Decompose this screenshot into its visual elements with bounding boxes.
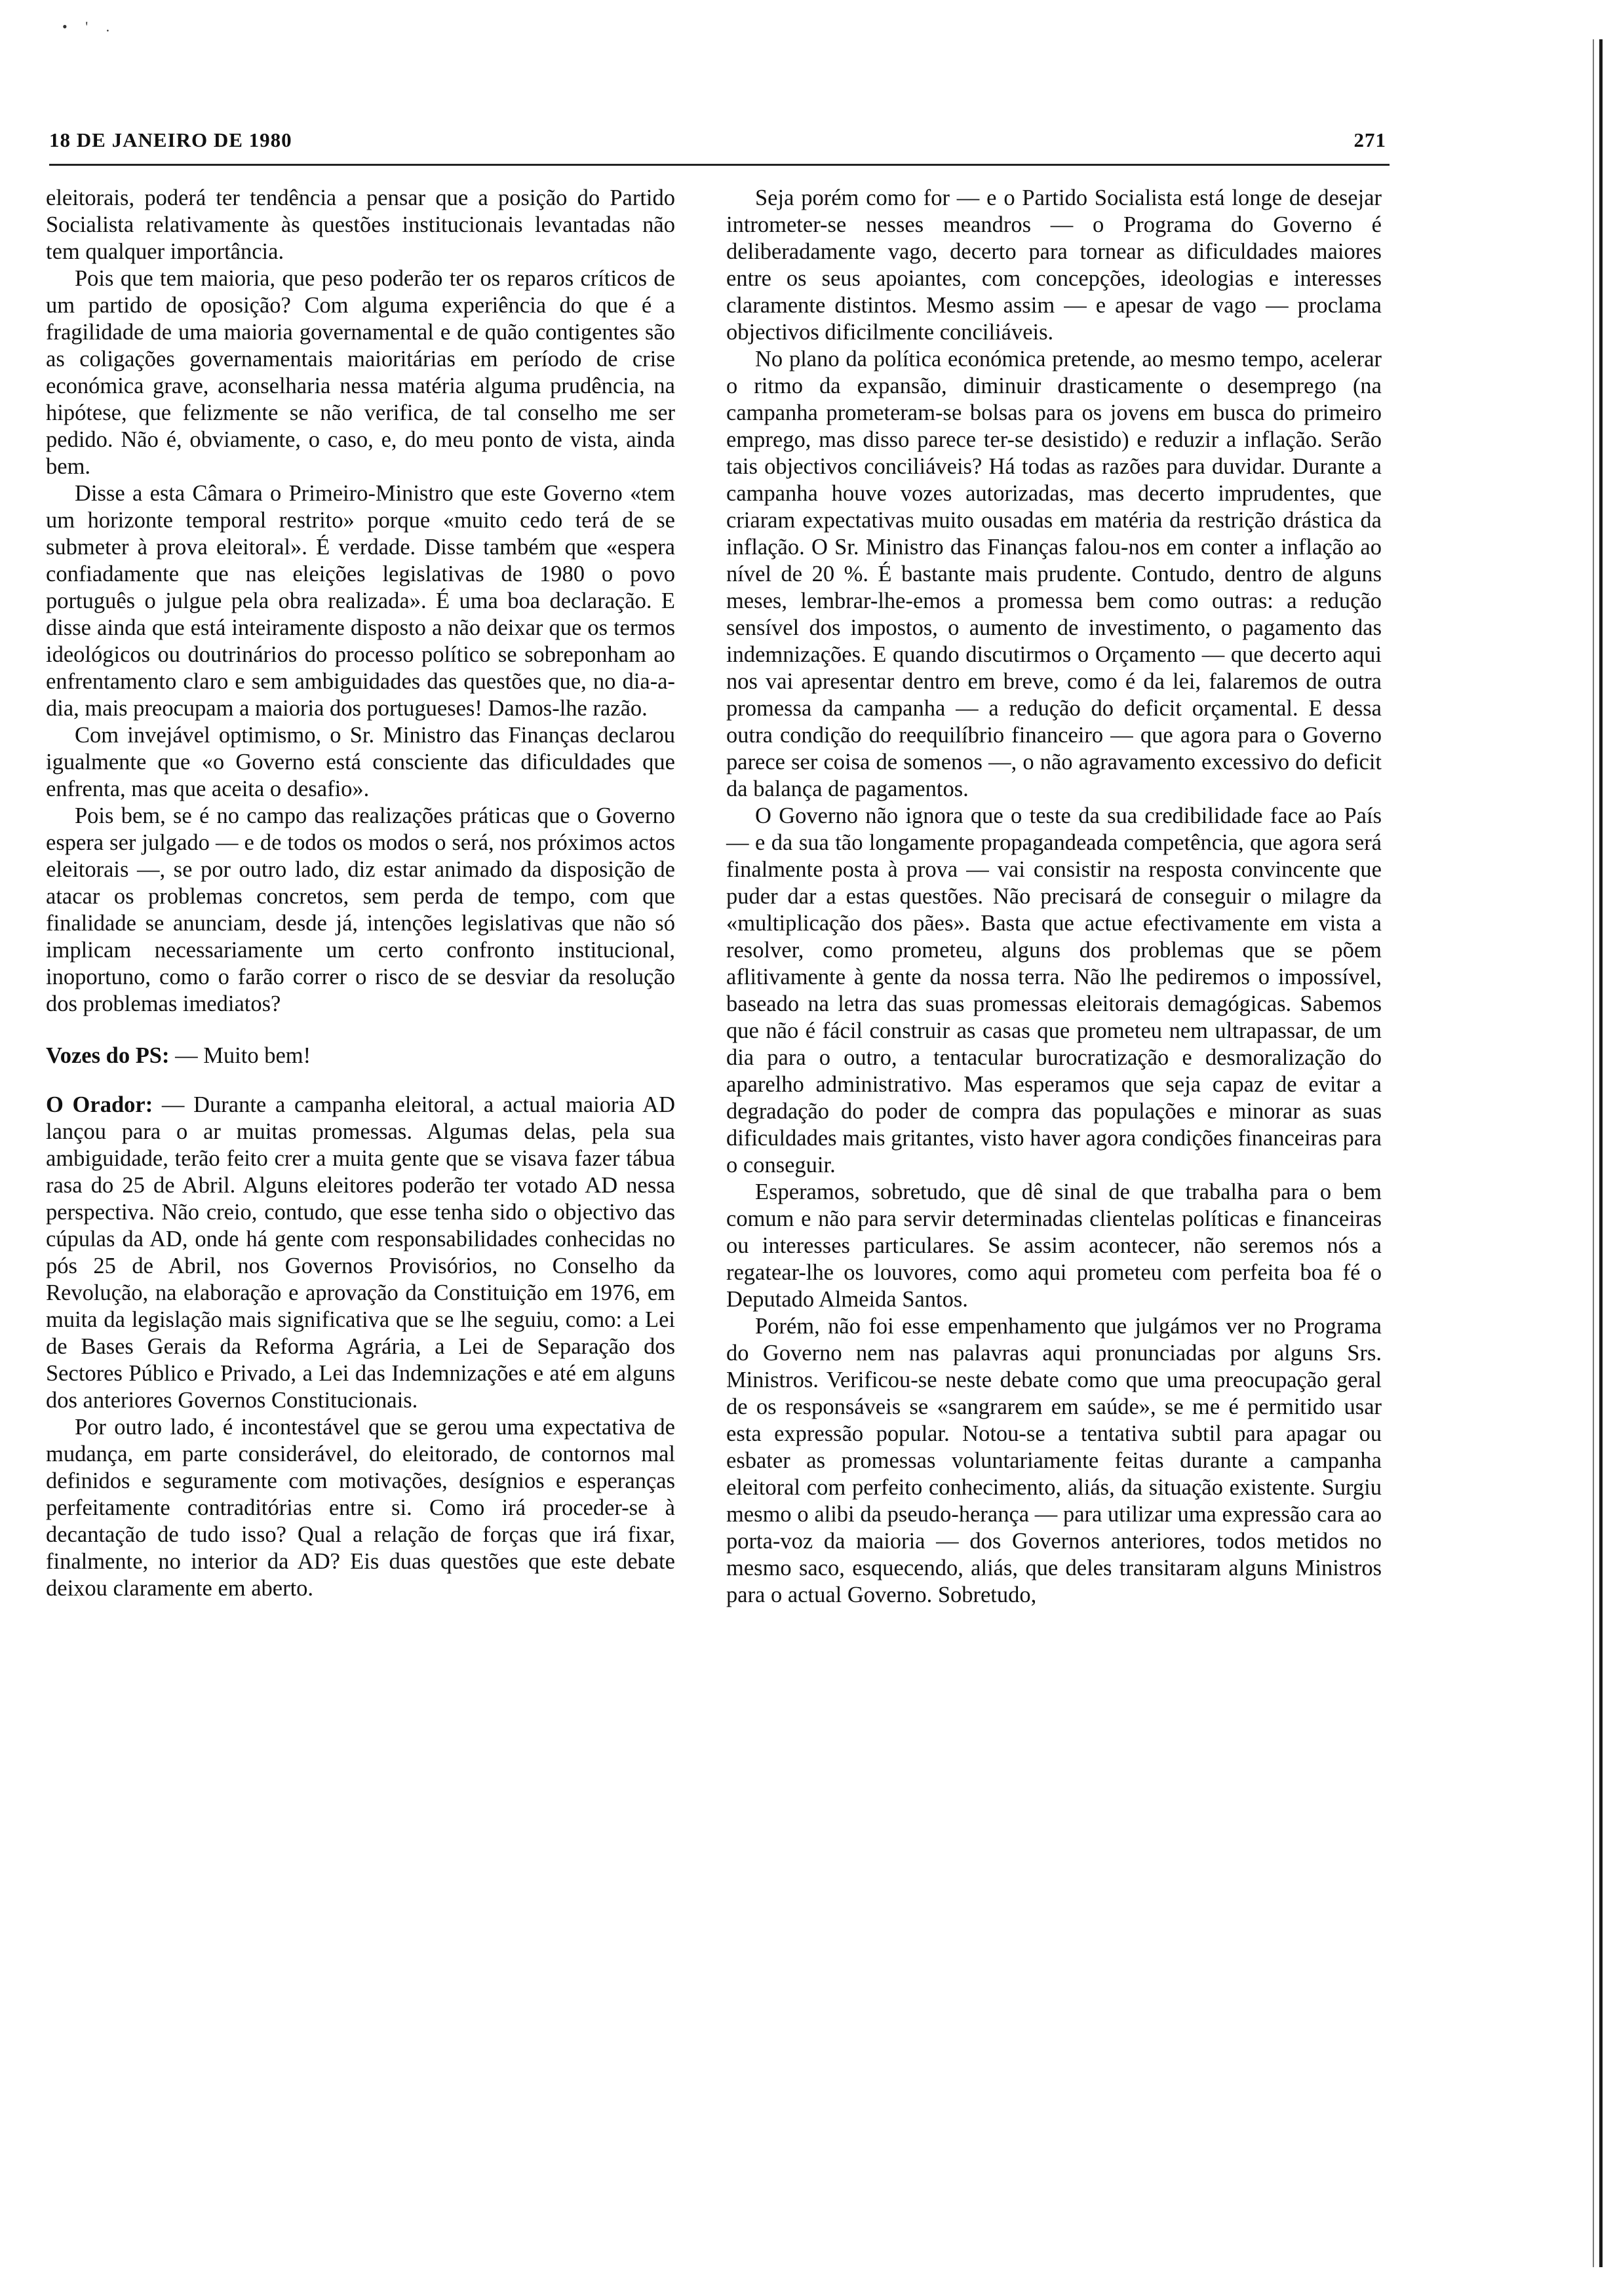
page-header: [49, 128, 1386, 161]
orator-speaker: O Orador:: [46, 1092, 153, 1117]
paragraph: eleitorais, poderá ter tendência a pensar que a posição do Partido Socialista relativamente às questões institucionais levantadas não tem qualquer importância.: [46, 185, 675, 264]
paragraph: No plano da política económica pretende, ao mesmo tempo, acelerar o ritmo da expansão, diminuir drasticamente o desemprego (na campanha prometeram-se bolsas para os jovens em busca do primeiro emprego, mas disso parece ter-se desistido) e reduzir a inflação. Serão tais objectivos conciliáveis? Há todas as razões para duvidar. Durante a campanha houve vozes autorizadas, mas decerto imprudentes, que criaram expectativas muito ousadas em matéria da restrição drástica da inflação. O Sr. Ministro das Finanças falou-nos em conter a inflação ao nível de 20 %. É bastante mais prudente. Contudo, dentro de alguns meses, lembrar-lhe-emos a promessa bem como outras: a redução sensível dos impostos, o aumento de investimento, o pagamento das indemnizações. E quando discutirmos o Orçamento — que decerto aqui nos vai apresentar dentro em breve, como é da lei, falaremos de outra promessa da campanha — a redução do deficit orçamental. E dessa outra condição do reequilíbrio financeiro — que agora para o Governo parece ser coisa de somenos —, o não agravamento excessivo do deficit da balança de pagamentos.: [726, 347, 1382, 801]
right-column: [726, 185, 1382, 1609]
orator-text: — Durante a campanha eleitoral, a actual maioria AD lançou para o ar muitas promessas. Algumas delas, pela sua ambiguidade, terão feito crer a muita gente que se visava fazer tábua rasa do 25 de Abril. Alguns eleitores poderão ter votado AD nessa perspectiva. Não creio, contudo, que esse tenha sido o objectivo das cúpulas da AD, onde há gente com responsabilidades conhecidas no pós 25 de Abril, nos Governos Provisórios, no Conselho da Revolução, na elaboração e aprovação da Constituição em 1976, em muita da legislação mais significativa que se lhe seguiu, como: a Lei de Bases Gerais da Reforma Agrária, a Lei de Separação dos Sectores Público e Privado, a Lei das Indemnizações e até em alguns dos anteriores Governos Constitucionais.: [46, 1092, 675, 1413]
paragraph: Com invejável optimismo, o Sr. Ministro das Finanças declarou igualmente que «o Governo está consciente das dificuldades que enfrenta, mas que aceita o desafio».: [46, 723, 675, 801]
paragraph: Seja porém como for — e o Partido Socialista está longe de desejar intrometer-se nesses meandros — o Programa do Governo é deliberadamente vago, decerto para tornear as dificuldades maiores entre os seus apoiantes, com concepções, ideologias e interesses claramente distintos. Mesmo assim — e apesar de vago — proclama objectivos dificilmente conciliáveis.: [726, 185, 1382, 345]
scan-edge-bar: [1599, 39, 1603, 2267]
scan-edge-line: [1593, 39, 1594, 2267]
paragraph: Porém, não foi esse empenhamento que julgámos ver no Programa do Governo nem nas palavras aqui pronunciadas por alguns Srs. Ministros. Verificou-se neste debate como que uma preocupação geral de os responsáveis se «sangrarem em saúde», se me é permitido usar esta expressão popular. Notou-se a tentativa subtil para apagar ou esbater as promessas voluntariamente feitas durante a campanha eleitoral com perfeito conhecimento, aliás, da situação existente. Surgiu mesmo o alibi da pseudo-herança — para utilizar uma expressão cara ao porta-voz da maioria — dos Governos anteriores, todos metidos no mesmo saco, esquecendo, aliás, que deles transitaram alguns Ministros para o actual Governo. Sobretudo,: [726, 1314, 1382, 1607]
interjection: [46, 1043, 675, 1069]
paragraph: Pois bem, se é no campo das realizações práticas que o Governo espera ser julgado — e de todos os modos o será, nos próximos actos eleitorais —, se por outro lado, diz estar animado da disposição de atacar os problemas concretos, sem perda de tempo, com que finalidade se anunciam, desde já, intenções legislativas que não só implicam necessariamente um certo confronto institucional, inoportuno, como o farão correr o risco de se desviar da resolução dos problemas imediatos?: [46, 803, 675, 1016]
header-rule: [49, 164, 1390, 166]
interjection-speaker: Vozes do PS:: [46, 1043, 170, 1068]
header-date: 18 DE JANEIRO DE 1980: [49, 128, 292, 151]
paragraph: Esperamos, sobretudo, que dê sinal de que trabalha para o bem comum e não para servir determinadas clientelas políticas e financeiras ou interesses particulares. Se assim acontecer, não seremos nós a regatear-lhe os louvores, como aqui prometeu com perfeita boa fé o Deputado Almeida Santos.: [726, 1179, 1382, 1312]
page-number: 271: [1353, 128, 1386, 151]
orator-paragraph: [46, 1092, 675, 1414]
interjection-text: — Muito bem!: [175, 1043, 311, 1068]
paragraph: Por outro lado, é incontestável que se gerou uma expectativa de mudança, em parte considerável, do eleitorado, de contornos mal definidos e seguramente com motivações, desígnios e esperanças perfeitamente contraditórias entre si. Como irá proceder-se à decantação de tudo isso? Qual a relação de forças que irá fixar, finalmente, no interior da AD? Eis duas questões que este debate deixou claramente em aberto.: [46, 1415, 675, 1601]
scan-specks: • ' .: [62, 18, 110, 35]
paragraph: Disse a esta Câmara o Primeiro-Ministro que este Governo «tem um horizonte temporal restrito» porque «muito cedo terá de se submeter à prova eleitoral». É verdade. Disse também que «espera confiadamente que nas eleições legislativas de 1980 o povo português o julgue pela obra realizada». É uma boa declaração. E disse ainda que está inteiramente disposto a não deixar que os termos ideológicos ou doutrinários do processo político se sobreponham ao enfrentamento claro e sem ambiguidades das questões que, no dia-a-dia, mais preocupam a maioria dos portugueses! Damos-lhe razão.: [46, 481, 675, 721]
left-column: [46, 185, 675, 1602]
paragraph: Pois que tem maioria, que peso poderão ter os reparos críticos de um partido de oposição? Com alguma experiência do que é a fragilidade de uma maioria governamental e de quão contigentes são as coligações governamentais maioritárias em período de crise económica grave, aconselharia nessa matéria alguma prudência, na hipótese, que felizmente se não verifica, de tal conselho me ser pedido. Não é, obviamente, o caso, e, do meu ponto de vista, ainda bem.: [46, 266, 675, 479]
paragraph: O Governo não ignora que o teste da sua credibilidade face ao País — e da sua tão longamente propagandeada competência, que agora será finalmente posta à prova — vai consistir na resposta convincente que puder dar a estas questões. Não precisará de conseguir o milagre da «multiplicação dos pães». Basta que actue efectivamente em vista a resolver, como prometeu, alguns dos problemas que se põem aflitivamente à gente da nossa terra. Não lhe pediremos o impossível, baseado na letra das suas promessas eleitorais demagógicas. Sabemos que não é fácil construir as casas que prometeu nem ultrapassar, de um dia para o outro, a tentacular burocratização e desmoralização do aparelho administrativo. Mas esperamos que seja capaz de evitar a degradação do poder de compra das populações e minorar as suas dificuldades mais gritantes, visto haver agora condições financeiras para o conseguir.: [726, 803, 1382, 1177]
